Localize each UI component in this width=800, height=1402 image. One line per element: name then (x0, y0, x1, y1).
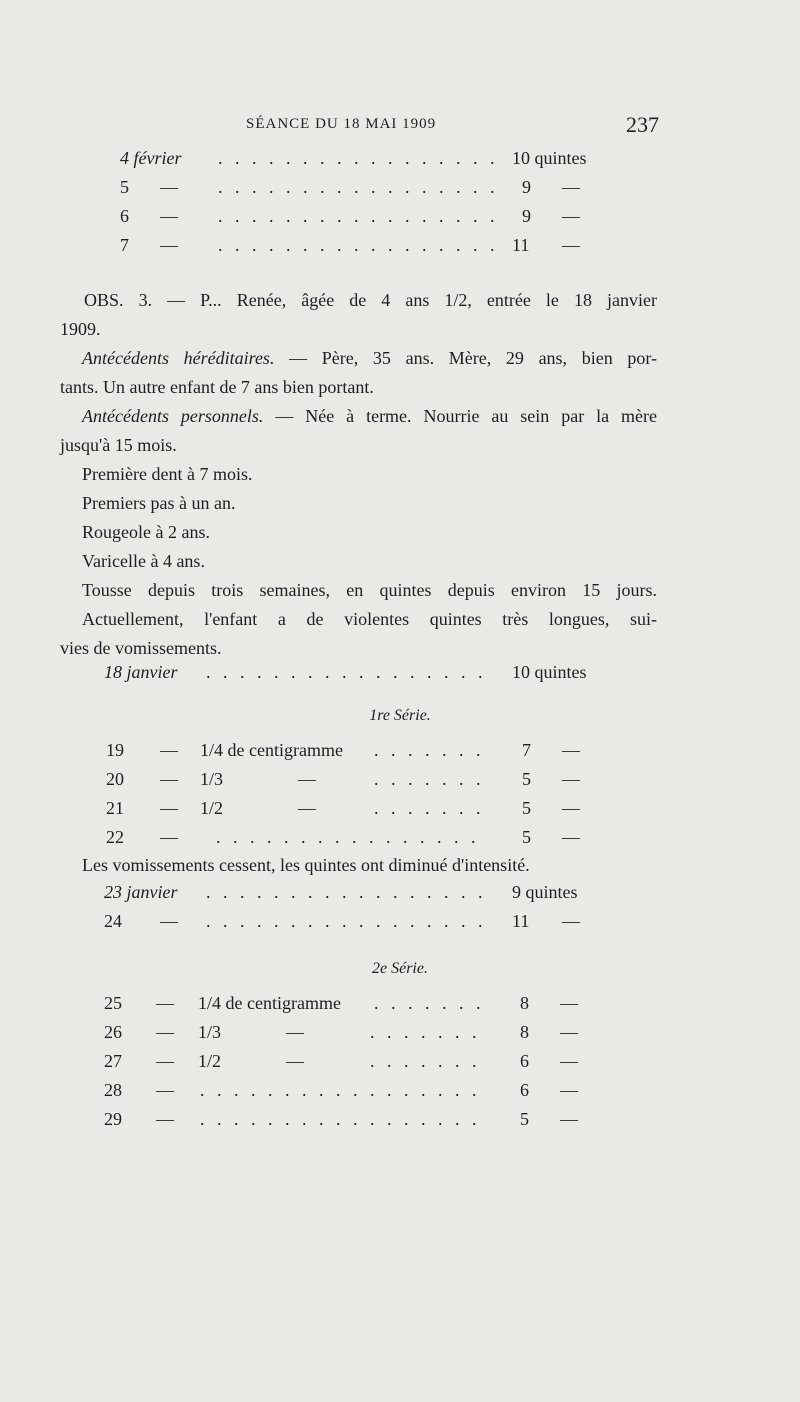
ditto-dash: — (560, 1109, 578, 1129)
personal-text: — Née à terme. Nourrie au sein par la mère (275, 406, 658, 426)
leader-dots: . . . . . . . . . . . . . . . . . (200, 1080, 481, 1100)
count-cell: 10 quintes (512, 148, 587, 168)
count-cell: 6 (520, 1051, 529, 1071)
leader-dots: . . . . . . . . . . . . . . . . . (218, 148, 499, 168)
count-cell: 5 (522, 798, 531, 818)
day-cell: 22 (106, 827, 124, 847)
ditto-dash: — (160, 911, 178, 931)
day-cell: 27 (104, 1051, 122, 1071)
ditto-dash: — (560, 1022, 578, 1042)
count-cell: 11 (512, 911, 530, 931)
day-cell: 6 (120, 206, 129, 226)
dose-ditto: — (298, 798, 316, 818)
leader-dots: . . . . . . . . . . . . . . . . . (200, 1109, 481, 1129)
ditto-dash: — (562, 827, 580, 847)
count-cell: 5 (522, 769, 531, 789)
leader-dots: . . . . . . . . . . . . . . . . . (206, 882, 487, 902)
day-cell: 29 (104, 1109, 122, 1129)
leader-dots: . . . . . . . (374, 798, 485, 818)
serie1-heading: 1re Série. (369, 707, 431, 724)
leader-dots: . . . . . . . . . . . . . . . . . (206, 662, 487, 682)
obs-line: jusqu'à 15 mois. (60, 435, 177, 455)
ditto-dash: — (160, 177, 178, 197)
table-row (0, 177, 800, 206)
table-row (0, 148, 800, 177)
vomit-note (82, 851, 722, 880)
day-cell: 25 (104, 993, 122, 1013)
count-cell: 7 (522, 740, 531, 760)
leader-dots: . . . . . . . . . . . . . . . . . (206, 911, 487, 931)
ditto-dash: — (156, 1051, 174, 1071)
day-cell: 18 janvier (104, 662, 178, 682)
day-cell: 28 (104, 1080, 122, 1100)
note-line: Les vomissements cessent, les quintes ont diminué d'intensité. (82, 855, 530, 875)
count-cell: 9 quintes (512, 882, 578, 902)
day-cell: 7 (120, 235, 129, 255)
ditto-dash: — (560, 1051, 578, 1071)
ditto-dash: — (562, 911, 580, 931)
table-row (0, 662, 800, 691)
obs-line: vies de vomissements. (60, 638, 222, 658)
day-cell: 4 février (120, 148, 182, 168)
day-cell: 24 (104, 911, 122, 931)
obs-line (82, 344, 657, 373)
dose-ditto: — (286, 1022, 304, 1042)
hereditary-label: Antécédents héréditaires. (82, 348, 275, 368)
table-row (0, 1080, 800, 1109)
running-title: SÉANCE DU 18 MAI 1909 (246, 116, 437, 132)
page-number: 237 (626, 112, 659, 137)
leader-dots: . . . . . . . . . . . . . . . . . (218, 177, 499, 197)
ditto-dash: — (160, 769, 178, 789)
ditto-dash: — (160, 798, 178, 818)
ditto-dash: — (562, 740, 580, 760)
ditto-dash: — (562, 235, 580, 255)
ditto-dash: — (160, 827, 178, 847)
ditto-dash: — (560, 993, 578, 1013)
obs-line: Rougeole à 2 ans. (82, 522, 210, 542)
count-cell: 5 (520, 1109, 529, 1129)
obs-line: Première dent à 7 mois. (82, 464, 253, 484)
leader-dots: . . . . . . . (374, 993, 485, 1013)
ditto-dash: — (160, 206, 178, 226)
obs-line: Actuellement, l'enfant a de violentes quintes très longues, sui- (82, 609, 657, 629)
dose-ditto: — (286, 1051, 304, 1071)
table-row (0, 1109, 800, 1138)
serie2-heading: 2e Série. (372, 960, 428, 977)
ditto-dash: — (156, 993, 174, 1013)
obs-line: Premiers pas à un an. (82, 493, 236, 513)
ditto-dash: — (562, 769, 580, 789)
dose-cell: 1/2 (198, 1051, 222, 1071)
hereditary-text: — Père, 35 ans. Mère, 29 ans, bien por- (289, 348, 658, 368)
ditto-dash: — (156, 1022, 174, 1042)
dose-cell: 1/4 de centigramme (198, 993, 341, 1013)
page-header (0, 112, 800, 142)
table-row (0, 1022, 800, 1051)
count-cell: 9 (522, 177, 531, 197)
leader-dots: . . . . . . . (374, 769, 485, 789)
table-row (0, 740, 800, 769)
observation-text (60, 286, 658, 663)
table-row (0, 206, 800, 235)
ditto-dash: — (562, 798, 580, 818)
count-cell: 11 (512, 235, 530, 255)
day-cell: 26 (104, 1022, 122, 1042)
leader-dots: . . . . . . . . . . . . . . . . . (218, 206, 499, 226)
obs-line: OBS. 3. — P... Renée, âgée de 4 ans 1/2, entrée le 18 janvier (84, 290, 657, 310)
table-row (0, 798, 800, 827)
leader-dots: . . . . . . . (370, 1051, 481, 1071)
jan-quintes-table (0, 882, 800, 940)
obs-line: tants. Un autre enfant de 7 ans bien portant. (60, 377, 374, 397)
dose-cell: 1/2 (200, 798, 224, 818)
ditto-dash: — (562, 177, 580, 197)
count-cell: 8 (520, 993, 529, 1013)
day-cell: 20 (106, 769, 124, 789)
table-row (0, 882, 800, 911)
leader-dots: . . . . . . . . . . . . . . . . (216, 827, 480, 847)
leader-dots: . . . . . . . (374, 740, 485, 760)
count-cell: 6 (520, 1080, 529, 1100)
count-cell: 10 quintes (512, 662, 587, 682)
ditto-dash: — (560, 1080, 578, 1100)
day-cell: 5 (120, 177, 129, 197)
obs-line: Varicelle à 4 ans. (82, 551, 205, 571)
table-row (0, 911, 800, 940)
table-row (0, 235, 800, 264)
obs-line (82, 402, 657, 431)
ditto-dash: — (156, 1109, 174, 1129)
table-row (0, 1051, 800, 1080)
february-quintes-table (0, 148, 800, 264)
table-row (0, 769, 800, 798)
leader-dots: . . . . . . . (370, 1022, 481, 1042)
dose-cell: 1/3 (198, 1022, 222, 1042)
ditto-dash: — (160, 740, 178, 760)
dose-cell: 1/4 de centigramme (200, 740, 343, 760)
count-cell: 5 (522, 827, 531, 847)
personal-label: Antécédents personnels. (82, 406, 264, 426)
ditto-dash: — (562, 206, 580, 226)
ditto-dash: — (156, 1080, 174, 1100)
ditto-dash: — (160, 235, 178, 255)
serie1-table (0, 740, 800, 856)
table-row (0, 993, 800, 1022)
leader-dots: . . . . . . . . . . . . . . . . . (218, 235, 499, 255)
count-cell: 8 (520, 1022, 529, 1042)
day-cell: 23 janvier (104, 882, 178, 902)
serie2-table (0, 993, 800, 1138)
obs-line: 1909. (60, 319, 101, 339)
dose-ditto: — (298, 769, 316, 789)
dose-cell: 1/3 (200, 769, 224, 789)
day-cell: 21 (106, 798, 124, 818)
day-cell: 19 (106, 740, 124, 760)
jan18-row (0, 662, 800, 691)
obs-line: Tousse depuis trois semaines, en quintes depuis environ 15 jours. (82, 580, 657, 600)
count-cell: 9 (522, 206, 531, 226)
